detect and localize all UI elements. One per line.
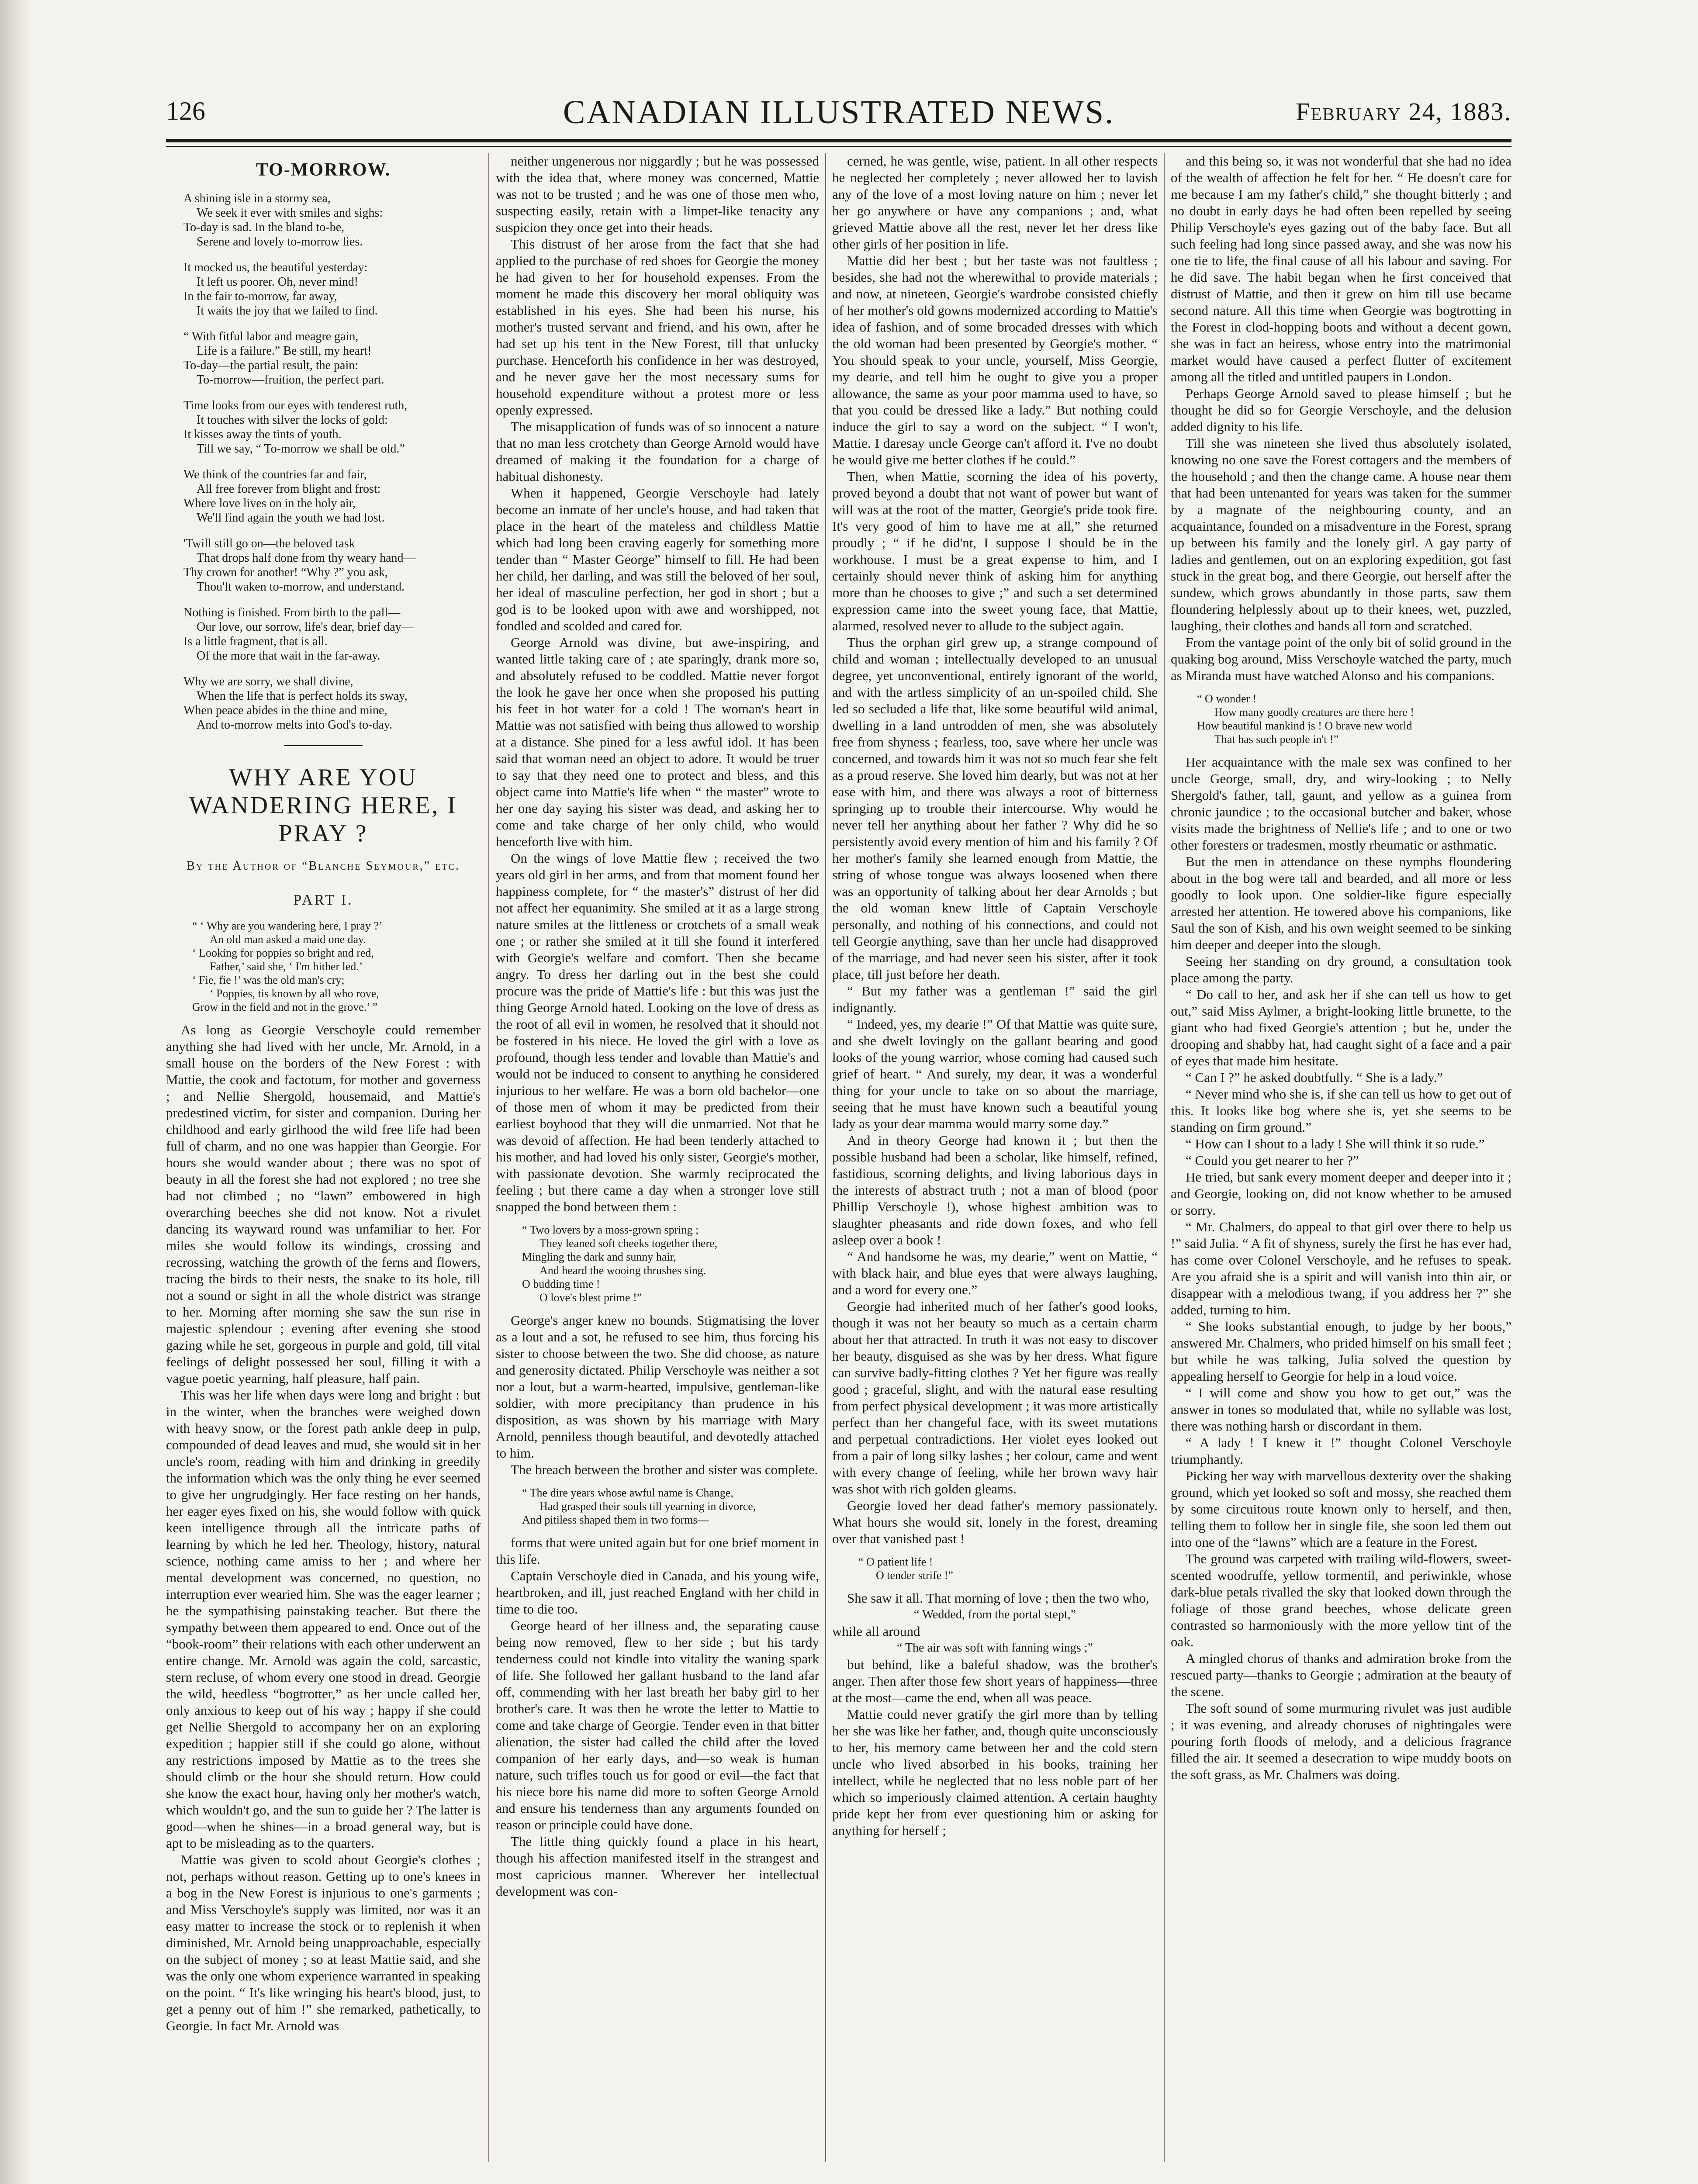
paragraph: Mattie did her best ; but her taste was not faultless ; besides, she had not the wherewithal to provide materials ; and now, at nineteen, Georgie's wardrobe consisted chiefly of her mother's old gowns modernized according to Mattie's idea of fashion, and of some brocaded dresses with which the old woman had been presented by Georgie's mother. “ You should speak to your uncle, yourself, Miss Georgie, my dearie, and tell him he ought to give you a proper allowance, the same as your poor mamma used to have, so that you could be dressed like a lady.” But nothing could induce the girl to say a word on the subject. “ I won't, Mattie. I daresay uncle George can't afford it. I've no doubt he would give me better clothes if he could.”	[832, 253, 1158, 467]
verse-line: How many goodly creatures are there here !	[1214, 706, 1414, 719]
paragraph: “ Mr. Chalmers, do appeal to that girl over there to help us !” said Julia. “ A fit of shyness, surely the first he has ever had, has come over Colonel Verschoyle, and he refuses to speak. Are you afraid she is a spirit and will vanish into thin air, or disappear with a melodious twang, if you address her ?” she added, turning to him.	[1171, 1219, 1511, 1317]
page-header	[166, 87, 1511, 135]
poem-line: A shining isle in a stormy sea,	[183, 192, 331, 205]
poem-line: To-morrow—fruition, the perfect part.	[197, 373, 384, 387]
paragraph: This distrust of her arose from the fact that she had applied to the purchase of red shoes for Georgie the money he had given to her for household expenses. From the moment he made this discovery her moral obliquity was established in his eyes. She had been his nurse, his mother's trusted servant and friend, and his own, after he had set up his tent in the New Forest, till that unlucky purchase. Henceforth his confidence in her was destroyed, and he never gave her the most necessary sums for household expenditure without a protest more or less openly expressed.	[496, 236, 819, 418]
column-divider	[1164, 153, 1165, 2162]
paragraph: “ I will come and show you how to get out,” was the answer in tones so modulated that, while no syllable was lost, there was nothing harsh or discordant in them.	[1171, 1385, 1511, 1434]
paragraph: and this being so, it was not wonderful that she had no idea of the wealth of affection he felt for her. “ He doesn't care for me because I am my father's child,” she thought bitterly ; and no doubt in early days he had often been repelled by seeing Philip Verschoyle's eyes gazing out of the baby face. But all such feeling had long since passed away, and she was now his one tie to life, the final cause of all his labour and saving. For he did save. The habit began when he first conceived that distrust of Mattie, and then it grew on him till use became second nature. All this time when Georgie was bogtrotting in the Forest in clod-hopping boots and without a decent gown, she was in fact an heiress, whose entry into the matrimonial market would have caused a perfect flutter of excitement among all the titled and untitled paupers in London.	[1171, 153, 1511, 384]
paragraph: She saw it all. That morning of love ; then the two who,	[847, 1590, 1149, 1606]
verse-line: An old man asked a maid one day.	[210, 933, 366, 946]
poem-line: To-day is sad. In the bland to-be,	[183, 221, 345, 234]
paragraph: Georgie loved her dead father's memory passionately. What hours she would sit, lonely in the forest, dreaming over that vanished past !	[832, 1498, 1158, 1546]
paragraph: “ And handsome he was, my dearie,” went on Mattie, “ with black hair, and blue eyes that were always laughing, and a word for every one.”	[832, 1249, 1158, 1297]
issue-date: February 24, 1883.	[1296, 97, 1511, 126]
paragraph: “ Do call to her, and ask her if she can tell us how to get out,” said Miss Aylmer, a bright-looking little brunette, to the giant who had fixed Georgie's attention ; but he, under the drooping and shabby hat, had caught sight of a face and a pair of eyes that made him hesitate.	[1171, 987, 1511, 1068]
poem-line: It kisses away the tints of youth.	[183, 428, 342, 441]
poem-stanza	[183, 536, 481, 594]
poem-line: Thy crown for another! “Why ?” you ask,	[183, 566, 388, 579]
paragraph: George's anger knew no bounds. Stigmatising the lover as a lout and a sot, he refused to see him, thus forcing his sister to choose between the two. She did choose, as nature and generosity dictated. Philip Verschoyle was neither a sot nor a lout, but a warm-hearted, impulsive, gentleman-like soldier, with more precipitancy than prudence in his disposition, as was shown by his marriage with Mary Arnold, penniless though beautiful, and devotedly attached to him.	[496, 1313, 819, 1461]
scan-left-edge	[0, 0, 31, 2184]
column-2-body-c	[496, 1534, 819, 1900]
paragraph: The soft sound of some murmuring rivulet was just audible ; it was evening, and already choruses of nightingales were pouring forth floods of melody, and a delicious fragrance filled the air. It seemed a desecration to wipe muddy boots on the soft grass, as Mr. Chalmers was doing.	[1171, 1700, 1511, 1782]
poem-line: That drops half done from thy weary hand—	[197, 551, 416, 565]
paragraph: George Arnold was divine, but awe-inspiring, and wanted little taking care of ; ate sparingly, drank more so, and absolutely refused to be coddled. Mattie never forgot the look he gave her once when she proposed his putting his feet in hot water for a cold ! The woman's heart in Mattie was not satisfied with being thus allowed to worship at a distance. She pined for a less awful idol. It has been said that woman need an object to adore. It would be truer to say that they need one to protect and bless, and this object came into Mattie's life when “ the master” wrote to her one day saying his sister was dead, and asking her to come and take charge of her only child, who would henceforth live with him.	[496, 635, 819, 849]
paragraph: Picking her way with marvellous dexterity over the shaking ground, which yet looked so soft and mossy, she reached them by some circuitous route known only to herself, and then, telling them to follow her in single file, she soon led them out into one of the “lawns” which are a feature in the Forest.	[1171, 1468, 1511, 1550]
poem-line: All free forever from blight and frost:	[197, 482, 381, 496]
poem-stanza	[183, 260, 481, 318]
poem-line: It mocked us, the beautiful yesterday:	[183, 261, 368, 274]
poem-line: When peace abides in the thine and mine,	[183, 704, 387, 717]
poem-line: Till we say, “ To-morrow we shall be old.”	[197, 442, 405, 456]
verse-line: “ O wonder !	[1197, 692, 1257, 705]
column-2-verse	[522, 1223, 819, 1304]
poem-line: We seek it ever with smiles and sighs:	[197, 206, 383, 220]
poem-line: Time looks from our eyes with tenderest ruth,	[183, 399, 408, 412]
paragraph: neither ungenerous nor niggardly ; but he was possessed with the idea that, where money was concerned, Mattie was not to be trusted ; and he was one of those men who, suspecting easily, retain with a limpet-like tenacity any suspicion they once get into their heads.	[496, 153, 819, 235]
poem-line: Where love lives on in the holy air,	[183, 497, 356, 510]
paragraph: The breach between the brother and sister was complete.	[511, 1462, 818, 1477]
poem-line: Of the more that wait in the far-away.	[197, 649, 380, 663]
paragraph: Mattie could never gratify the girl more than by telling her she was like her father, and, though quite unconsciously to her, his memory came between her and the cold stern uncle who lived absorbed in his books, training her intellect, while he neglected that no less noble part of her which so imperiously claimed attention. A certain haughty pride kept her from ever questioning him or asking for anything for herself ;	[832, 1707, 1158, 1838]
paragraph: “ Could you get nearer to her ?”	[1186, 1153, 1359, 1168]
column-3-body-b	[832, 1590, 1158, 1607]
page-number: 126	[166, 97, 205, 125]
poem-stanza	[183, 674, 481, 732]
poem-line: Why we are sorry, we shall divine,	[183, 675, 353, 688]
paragraph: As long as Georgie Verschoyle could remember anything she had lived with her uncle, Mr. Arnold, in a small house on the borders of the New Forest : with Mattie, the cook and factotum, for mother and governess ; and Nellie Shergold, housemaid, and Mattie's predestined victim, for sister and companion. During her childhood and early girlhood the wild free life had been full of charm, and no one was happier than Georgie. For hours she would wander about ; there was no spot of beauty in all the forest she had not explored ; no tree she had not climbed ; no “lawn” embowered in high overarching beeches she did not know. Not a rivulet dancing its wayward round was unfamiliar to her. For miles she would follow its windings, crossing and recrossing, watching the growth of the ferns and flowers, tracing the birds to their nests, the snake to its hole, till not a sound or sight in all the whole district was strange to her. Morning after morning she saw the sun rise in majestic splendour ; evening after evening she stood gazing while he set, gorgeous in purple and gold, till vital feelings of delight possessed her soul, filling it with a vague poetic yearning, half pleasure, half pain.	[166, 1022, 481, 1386]
story-part-heading: PART I.	[293, 892, 353, 908]
column-1	[166, 153, 481, 2171]
paragraph: but behind, like a baleful shadow, was the brother's anger. Then after those few short years of happiness—three at the most—came the end, when all was peace.	[832, 1657, 1158, 1705]
paragraph: He tried, but sank every moment deeper and deeper into it ; and Georgie, looking on, did not know whether to be amused or sorry.	[1171, 1169, 1511, 1218]
story-title: WHY ARE YOU WANDERING HERE, I PRAY ?	[189, 764, 457, 847]
paragraph: “ How can I shout to a lady ! She will think it so rude.”	[1186, 1136, 1485, 1151]
poem-line: Life is a failure.” Be still, my heart!	[197, 344, 372, 358]
paragraph: Mattie was given to scold about Georgie's clothes ; not, perhaps without reason. Getting up to one's knees in a bog in the New Forest is injurious to one's garments ; and Miss Verschoyle's supply was limited, nor was it an easy matter to increase the stock or to replenish it when diminished, Mr. Arnold being unapproachable, especially on the subject of money ; so at least Mattie said, and she was the only one whom experience warranted in speaking on the point. “ It's like wringing his heart's blood, just, to get a penny out of him !” she remarked, pathetically, to Georgie. In fact Mr. Arnold was	[166, 1852, 481, 2033]
paragraph: Georgie had inherited much of her father's good looks, though it was not her beauty so much as a certain charm about her that attracted. In truth it was not easy to discover her beauty, disguised as she was by her dress. What figure can survive badly-fitting clothes ? Yet her figure was really good ; graceful, slight, and with the natural ease resulting from perfect physical development ; it was more artistically perfect than her changeful face, with its sweet mutations and perpetual contradictions. Her violet eyes looked out from a pair of long silky lashes ; her colour, came and went with every change of feeling, while her brown wavy hair was shot with rich golden gleams.	[832, 1299, 1158, 1496]
masthead: CANADIAN ILLUSTRATED NEWS.	[563, 94, 1115, 131]
paragraph: But the men in attendance on these nymphs floundering about in the bog were tall and bearded, and all more or less goodly to look upon. One soldier-like figure especially arrested her attention. He towered above his companions, like Saul the son of Kish, and his own weight seemed to be sinking him deeper and deeper into the slough.	[1171, 854, 1511, 952]
column-2-body	[496, 153, 819, 1215]
verse-line: O tender strife !”	[876, 1569, 953, 1582]
paragraph: The little thing quickly found a place in his heart, though his affection manifested itself in the strangest and most capricious manner. Wherever her intellectual development was con-	[496, 1834, 819, 1899]
poem-line: Our love, our sorrow, life's dear, brief day—	[197, 620, 414, 634]
poem-stanza	[183, 605, 481, 663]
poem-stanza	[183, 329, 481, 387]
verse-line: And pitiless shaped them in two forms—	[522, 1514, 709, 1526]
paragraph: “ She looks substantial enough, to judge by her boots,” answered Mr. Chalmers, who prided himself on his small feet ; but while he was talking, Julia solved the question by appealing herself to Georgie for help in a loud voice.	[1171, 1319, 1511, 1384]
column-2	[496, 153, 819, 2171]
poem-line: “ With fitful labor and meagre gain,	[183, 330, 359, 343]
poem-line: When the life that is perfect holds its sway,	[197, 689, 408, 703]
paragraph: Thus the orphan girl grew up, a strange compound of child and woman ; intellectually developed to an unusual degree, yet unconventional, entirely ignorant of the world, and with the artless simplicity of an un-spoiled child. She led so secluded a life that, like some beautiful wild animal, dwelling in a land untrodden of men, she was absolutely free from shyness ; fearless, too, save where her uncle was concerned, and towards him it was not so much fear she felt as a proud reserve. She loved him dearly, but was not at her ease with him, and there was always a root of bitterness springing up to trouble their intercourse. Why would he never tell her anything about her father ? Why did he so persistently avoid every mention of him and his family ? Of her mother's family she learned enough from Mattie, the string of whose tongue was always loosened when there was an opportunity of talking about her dear Arnolds ; but the old woman knew little of Captain Verschoyle personally, and nothing of his connections, and could not tell Georgie anything, save than her uncle had disapproved of the marriage, and had never seen his sister, after it took place, till just before her death.	[832, 635, 1158, 982]
verse-line: Father,’ said she, ‘ I'm hither led.’	[210, 960, 363, 973]
poem-body	[183, 191, 481, 732]
paragraph: “ Never mind who she is, if she can tell us how to get out of this. It looks like bog where she is, yet she seems to be standing on firm ground.”	[1171, 1086, 1511, 1135]
header-rule-thin	[166, 146, 1511, 147]
poem-line: Thou'lt waken to-morrow, and understand.	[197, 580, 405, 594]
poem-title: TO-MORROW.	[256, 160, 391, 180]
paragraph: When it happened, Georgie Verschoyle had lately become an inmate of her uncle's house, and had taken that place in the heart of the mateless and childless Mattie which had long been craving eagerly for something more tender than “ Master George” himself to fill. He had been her child, her darling, and was still the beloved of her soul, her ideal of masculine perfection, her god in short ; but a god is to be looked upon with awe and worshipped, not fondled and scolded and cared for.	[496, 485, 819, 633]
paragraph: “ Can I ?” he asked doubtfully. “ She is a lady.”	[1186, 1070, 1443, 1085]
paragraph: Then, when Mattie, scorning the idea of his poverty, proved beyond a doubt that not want of power but want of will was at the root of the matter, Georgie's pride took fire. It's very good of him to have me at all,” she returned proudly ; “ if he did'nt, I suppose I should be in the workhouse. I must be a great expense to him, and I certainly should never think of asking him for anything more than he chooses to give ;” and such a set determined expression came into the sweet young face, that Mattie, alarmed, resolved never to allude to the subject again.	[832, 469, 1158, 633]
column-4	[1171, 153, 1511, 2171]
paragraph: A mingled chorus of thanks and admiration broke from the rescued party—thanks to Georgie ; admiration at the beauty of the scene.	[1171, 1651, 1511, 1699]
poem-stanza	[183, 191, 481, 249]
section-rule	[284, 745, 363, 746]
verse-line: Mingling the dark and sunny hair,	[522, 1251, 676, 1263]
verse-quote-line: “ The air was soft with fanning wings ;”	[897, 1641, 1093, 1655]
column-3	[832, 153, 1158, 2171]
verse-line: “ The dire years whose awful name is Change,	[522, 1486, 733, 1499]
poem-line: It waits the joy that we failed to find.	[197, 304, 378, 318]
verse-line: Had grasped their souls till yearning in divorce,	[539, 1500, 756, 1513]
poem-line: Serene and lovely to-morrow lies.	[197, 235, 363, 249]
paragraph: Seeing her standing on dry ground, a consultation took place among the party.	[1171, 954, 1511, 985]
poem-line: 'Twill still go on—the beloved task	[183, 537, 355, 550]
column-4-body-b	[1171, 754, 1511, 1783]
verse-line: “ O patient life !	[858, 1555, 933, 1568]
paragraph: And in theory George had known it ; but then the possible husband had been a scholar, like himself, refined, fastidious, scorning delights, and living laborious days in the interests of abstract truth ; not a man of blood (poor Phillip Verschoyle !), whose highest ambition was to slaughter pheasants and ride down foxes, and who fell asleep over a book !	[832, 1133, 1158, 1248]
poem-line: Is a little fragment, that is all.	[183, 635, 328, 648]
poem-line: Nothing is finished. From birth to the pall—	[183, 606, 401, 619]
poem-line: And to-morrow melts into God's to-day.	[197, 718, 393, 732]
paragraph: “ Indeed, yes, my dearie !” Of that Mattie was quite sure, and she dwelt lovingly on the gallant bearing and good looks of the young warrior, whose coming had caused such grief of heart. “ And surely, my dear, it was a wonderful thing for your uncle to take on so about the marriage, seeing that he must have known such a beautiful young lady as your dear mamma would marry some day.”	[832, 1016, 1158, 1131]
verse-line: “ ‘ Why are you wandering here, I pray ?’	[192, 919, 383, 932]
paragraph: Till she was nineteen she lived thus absolutely isolated, knowing no one save the Forest cottagers and the members of the household ; and then the change came. A house near them that had been untenanted for years was taken for the summer by a magnate of the neighbouring county, and an acquaintance, founded on a misadventure in the Forest, sprang up between his family and the lonely girl. A gay party of ladies and gentlemen, out on an exploring expedition, got fast stuck in the great bog, and there Georgie, out herself after the sundew, which grows abundantly in those parts, saw them floundering helplessly about up to their knees, wet, puzzled, laughing, their clothes and hands all torn and scratched.	[1171, 435, 1511, 633]
column-3-body-c	[832, 1656, 1158, 1839]
paragraph: “ A lady ! I knew it !” thought Colonel Verschoyle triumphantly.	[1171, 1435, 1511, 1467]
story-byline: By the Author of “Blanche Seymour,” etc.	[187, 859, 460, 873]
paragraph: forms that were united again but for one brief moment in this life.	[496, 1535, 819, 1567]
column-3-verse	[858, 1555, 1158, 1582]
paragraph: The misapplication of funds was of so innocent a nature that no man less crotchety than George Arnold would have dreamed of making it the foundation for a charge of habitual dishonesty.	[496, 419, 819, 484]
paragraph: From the vantage point of the only bit of solid ground in the quaking bog around, Miss Verschoyle watched the party, much as Miranda must have watched Alonso and his companions.	[1171, 635, 1511, 683]
column-3-body	[832, 153, 1158, 1547]
opening-verse	[192, 919, 481, 1014]
verse-line: ‘ Looking for poppies so bright and red,	[192, 947, 374, 959]
verse-line: That has such people in't !”	[1214, 733, 1339, 746]
paragraph: Her acquaintance with the male sex was confined to her uncle George, small, dry, and wiry-looking ; to Nelly Shergold's father, tall, gaunt, and yellow as a guinea from chronic jaundice ; to the occasional butcher and baker, whose visits made the brightness of Nellie's life ; and to one or two other foresters or tradesmen, mostly rheumatic or asthmatic.	[1171, 754, 1511, 853]
verse-line: How beautiful mankind is ! O brave new world	[1197, 719, 1412, 732]
paragraph: Perhaps George Arnold saved to please himself ; but he thought he did so for Georgie Verschoyle, and the delusion added dignity to his life.	[1171, 386, 1511, 434]
column-1-body	[166, 1022, 481, 2034]
column-3-bridge: while all around	[832, 1624, 920, 1639]
poem-line: It touches with silver the locks of gold:	[197, 413, 388, 427]
column-2-verse-b	[522, 1486, 819, 1527]
verse-line: They leaned soft cheeks together there,	[539, 1237, 718, 1250]
column-divider	[488, 153, 489, 2162]
verse-line: And heard the wooing thrushes sing.	[539, 1264, 706, 1277]
verse-line: O love's blest prime !”	[539, 1291, 642, 1304]
column-4-body	[1171, 153, 1511, 684]
column-divider	[825, 153, 826, 2162]
poem-line: To-day—the partial result, the pain:	[183, 359, 359, 372]
poem-line: In the fair to-morrow, far away,	[183, 290, 337, 303]
paragraph: On the wings of love Mattie flew ; received the two years old girl in her arms, and from that moment found her happiness complete, for “ the master's” distrust of her did not affect her equanimity. She smiled at it as a large strong nature smiles at the littleness or crotchets of a small weak one ; or rather she smiled at it till she found it interfered with Georgie's welfare and comfort. Then she became angry. To dress her darling out in the best she could procure was the pride of Mattie's life : but this was just the thing George Arnold hated. Looking on the love of dress as the root of all evil in women, he resolved that it should not be fostered in his niece. He loved the girl with a love as profound, though less tender and lovable than Mattie's and would not be induced to consent to anything he considered injurious to her welfare. He was a born old bachelor—one of those men of whom it may be predicted from their earliest boyhood that they will die unmarried. Not that he was devoid of affection. He had been tenderly attached to his mother, and had loved his only sister, Georgie's mother, with passionate devotion. She warmly reciprocated the feeling ; but there came a day when a stronger love still snapped the bond between them :	[496, 850, 819, 1214]
paragraph: “ But my father was a gentleman !” said the girl indignantly.	[832, 983, 1158, 1015]
poem-line: We'll find again the youth we had lost.	[197, 511, 385, 525]
verse-line: “ Two lovers by a moss-grown spring ;	[522, 1223, 699, 1236]
verse-line: ‘ Fie, fie !’ was the old man's cry;	[192, 974, 345, 986]
paragraph: Captain Verschoyle died in Canada, and his young wife, heartbroken, and ill, just reached England with her child in time to die too.	[496, 1568, 819, 1617]
poem-stanza	[183, 398, 481, 456]
verse-line: ‘ Poppies, tis known by all who rove,	[210, 987, 379, 1000]
paragraph: George heard of her illness and, the separating cause being now removed, flew to her side ; but his tardy tenderness could not kindle into vitality the waning spark of life. She followed her gallant husband to the land afar off, commending with her last breath her baby girl to her brother's care. It was then he wrote the letter to Mattie to come and take charge of Georgie. Tender even in that bitter alienation, the sister had called the child after the loved companion of her early days, and—so weak is human nature, such trifles touch us for good or evil—the fact that his niece bore his name did more to soften George Arnold and ensure his tenderness than any arguments founded on reason or principle could have done.	[496, 1618, 819, 1832]
column-4-verse	[1197, 692, 1511, 746]
poem-line: It left us poorer. Oh, never mind!	[197, 275, 359, 289]
verse-line: O budding time !	[522, 1278, 600, 1290]
paragraph: This was her life when days were long and bright : but in the winter, when the branches were weighed down with heavy snow, or the forest path ankle deep in pulp, compounded of dead leaves and mud, she would sit in her uncle's room, reading with him and drinking in greedily the information which was the only thing he ever seemed to give her ungrudgingly. Her face resting on her hands, her eager eyes fixed on his, she would follow with quick keen intelligence through all the intricate paths of learning by which he led her. Theology, history, natural science, nothing came amiss to her ; and where her mental development was concerned, no question, no interruption ever wearied him. She was the eager learner ; he the sympathising painstaking teacher. But there the sympathy between them appeared to end. Once out of the “book-room” their relations with each other underwent an entire change. Mr. Arnold was again the cold, sarcastic, stern recluse, of whom every one stood in dread. Georgie the wild, heedless “bogtrotter,” as her uncle called her, only anxious to keep out of his way ; happy if she could get Nellie Shergold to accompany her on an exploring expedition ; happier still if she could go alone, without any restrictions imposed by Mattie as to the trees she should climb or the hour she should return. How could she know the exact hour, having only her mother's watch, which wouldn't go, and the sun to guide her ? The latter is good—when he shines—in a broad general way, but is apt to be misleading as to the quarters.	[166, 1387, 481, 1851]
header-rule	[166, 139, 1511, 142]
verse-line: Grow in the field and not in the grove.’ ”	[192, 1001, 378, 1013]
poem-line: We think of the countries far and fair,	[183, 468, 367, 481]
paragraph: The ground was carpeted with trailing wild-flowers, sweet-scented woodruffe, yellow tormentil, and periwinkle, whose dark-blue petals rivalled the sky that looked down through the foliage of those grand beeches, whose delicate green contrasted so harmoniously with the more yellow tint of the oak.	[1171, 1551, 1511, 1649]
poem-stanza	[183, 467, 481, 525]
column-2-body-b	[496, 1312, 819, 1478]
paragraph: cerned, he was gentle, wise, patient. In all other respects he neglected her completely ; never allowed her to lavish any of the love of a most loving nature on him ; never let her go anywhere or have any companions ; and, what grieved Mattie above all the rest, never let her dress like other girls of her position in life.	[832, 153, 1158, 252]
verse-quote-line: “ Wedded, from the portal stept,”	[913, 1608, 1076, 1621]
